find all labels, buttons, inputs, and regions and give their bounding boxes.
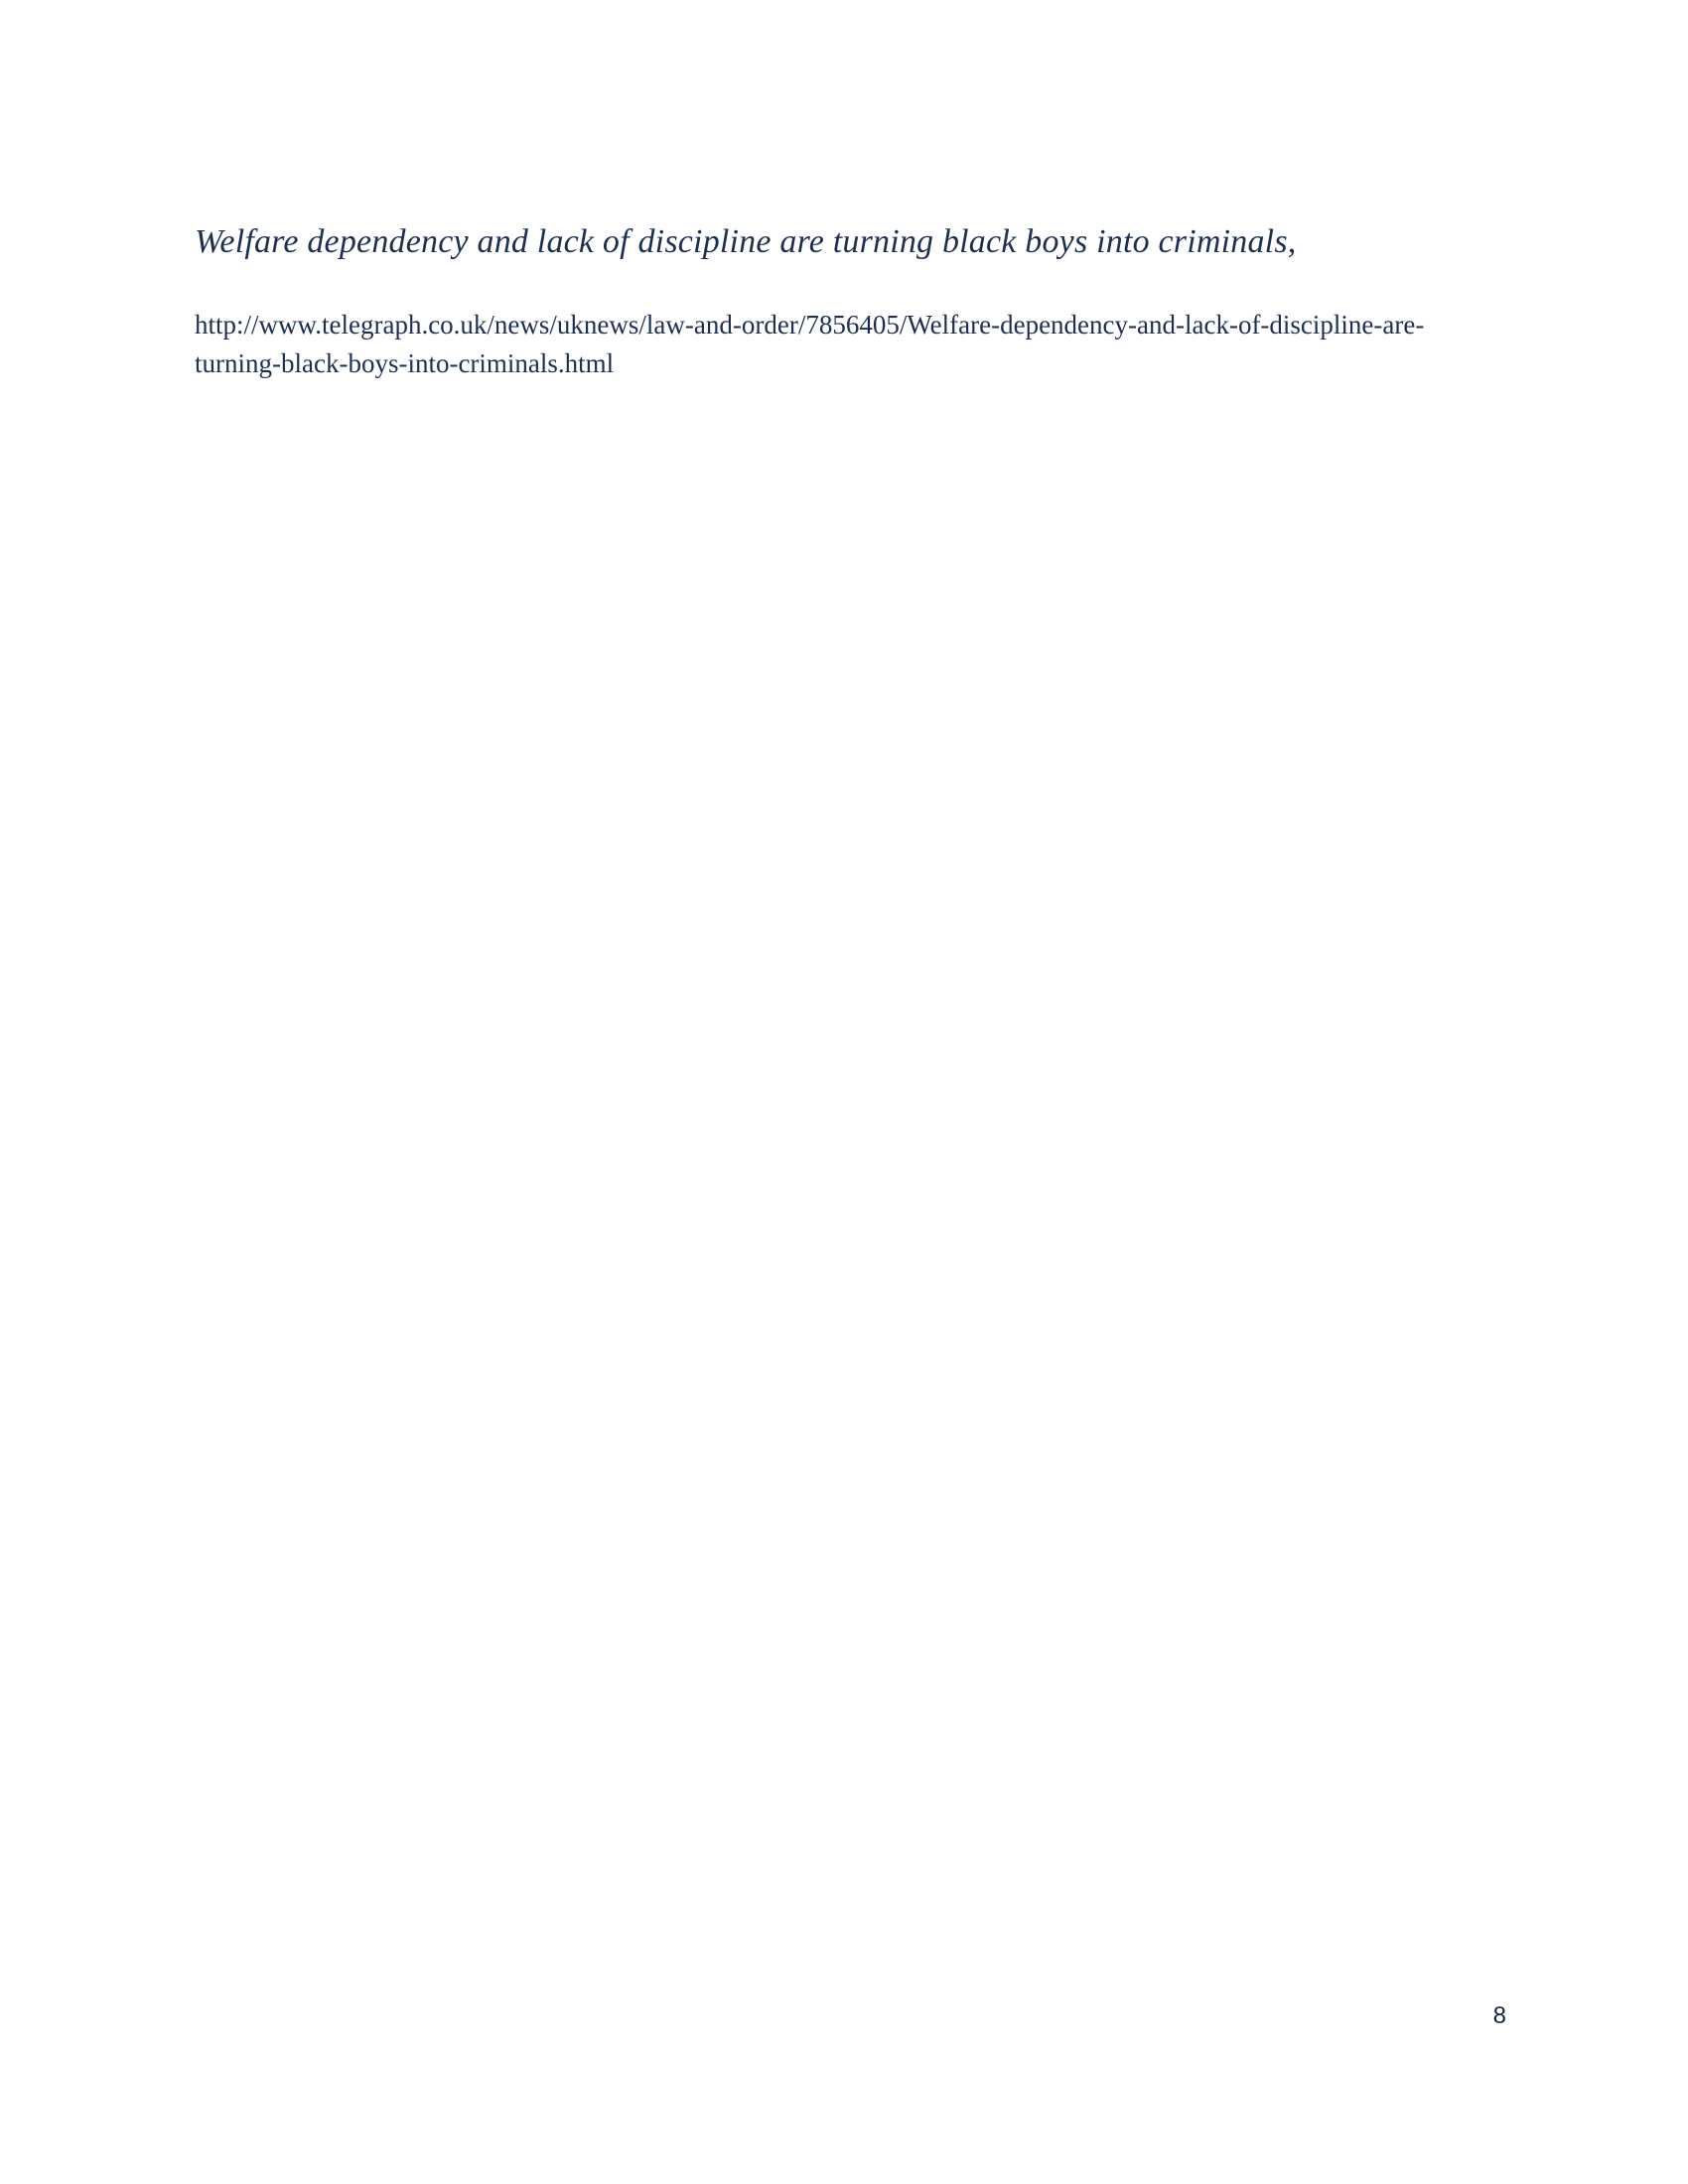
source-url-text: http://www.telegraph.co.uk/news/uknews/law-and-order/7856405/Welfare-dependency-and-lack-of-discipline-are-turning-black-boys-into-criminals.html <box>195 310 1425 378</box>
page-number: 8 <box>1492 2002 1506 2029</box>
page-title: Welfare dependency and lack of discipline are turning black boys into criminals, <box>195 223 1297 260</box>
document-content <box>195 220 1456 382</box>
